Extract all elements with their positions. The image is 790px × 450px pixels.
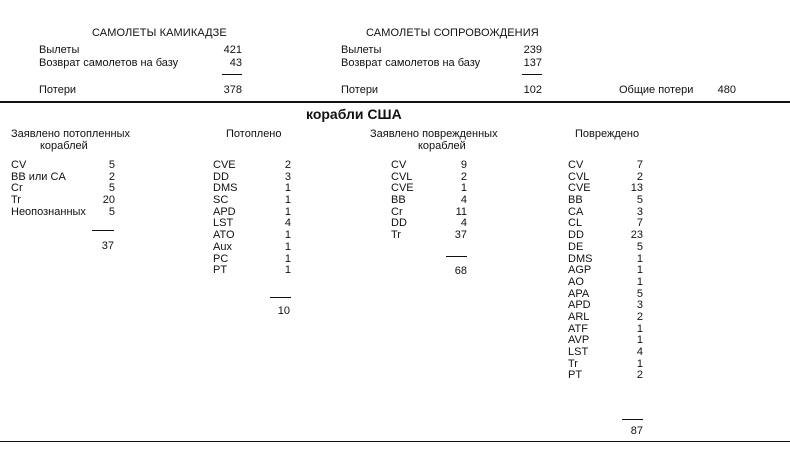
row-value: 2 <box>460 170 467 183</box>
claimed-damaged-sum-rule <box>446 256 467 257</box>
row-value: 5 <box>108 159 115 171</box>
row-value: 1 <box>636 252 643 265</box>
row-value: 23 <box>630 229 643 242</box>
row-label: DE <box>568 240 584 253</box>
row-label: CV <box>11 159 27 171</box>
row-label: PT <box>213 264 228 277</box>
row-value: 1 <box>460 182 467 195</box>
table-row <box>568 347 643 359</box>
escort-sum-rule <box>522 74 542 75</box>
row-label: AVP <box>568 334 590 347</box>
kamikaze-title: САМОЛЕТЫ КАМИКАДЗЕ <box>92 27 227 39</box>
row-value: 7 <box>636 159 643 171</box>
kamikaze-returned-label: Возврат самолетов на базу <box>39 57 179 69</box>
table-row <box>11 195 115 207</box>
row-label: ATF <box>568 322 588 335</box>
row-value: 20 <box>102 194 115 207</box>
kamikaze-returned-value: 43 <box>229 57 242 69</box>
row-label: DD <box>391 217 407 230</box>
claimed-damaged-header-2: кораблей <box>418 140 466 152</box>
row-value: 5 <box>636 194 643 207</box>
row-label: CV <box>391 159 407 171</box>
row-label: SC <box>213 194 229 207</box>
row-value: 1 <box>284 205 291 218</box>
escort-returned-value: 137 <box>523 57 542 69</box>
table-row <box>568 160 643 172</box>
kamikaze-sorties-value: 421 <box>223 44 242 56</box>
kamikaze-losses-label: Потери <box>39 84 77 96</box>
row-value: 13 <box>630 182 643 195</box>
row-value: 1 <box>636 275 643 288</box>
row-value: 1 <box>636 264 643 277</box>
row-value: 1 <box>636 334 643 347</box>
escort-returned-label: Возврат самолетов на базу <box>341 57 481 69</box>
table-row <box>391 195 467 207</box>
escort-title: САМОЛЕТЫ СОПРОВОЖДЕНИЯ <box>366 27 539 39</box>
row-label: CVE <box>213 159 236 171</box>
row-label: ATO <box>213 229 235 242</box>
sunk-sum-rule <box>270 297 291 298</box>
total-losses-value: 480 <box>717 84 736 96</box>
table-row <box>568 277 643 289</box>
row-label: CV <box>568 159 584 171</box>
row-label: DD <box>213 170 229 183</box>
table-row <box>213 160 291 172</box>
section-divider <box>0 101 790 103</box>
row-value: 2 <box>636 369 643 382</box>
row-label: Aux <box>213 240 232 253</box>
kamikaze-sum-rule <box>222 74 242 75</box>
escort-losses-value: 102 <box>523 84 542 96</box>
row-value: 1 <box>284 264 291 277</box>
bottom-divider <box>0 441 790 442</box>
claimed-sunk-total: 37 <box>101 240 114 252</box>
row-label: PC <box>213 252 229 265</box>
row-value: 5 <box>108 182 115 195</box>
table-row <box>11 207 115 219</box>
row-label: BB или CA <box>11 170 66 183</box>
row-label: DD <box>568 229 584 242</box>
row-label: LST <box>213 217 234 230</box>
row-label: CVL <box>568 170 590 183</box>
damaged-header: Повреждено <box>575 128 640 140</box>
row-value: 4 <box>636 346 643 358</box>
kamikaze-losses-value: 378 <box>223 84 242 96</box>
row-value: 4 <box>284 217 291 230</box>
row-label: DMS <box>213 182 238 195</box>
ships-title: корабли США <box>306 106 402 122</box>
row-value: 2 <box>108 170 115 183</box>
sunk-table <box>213 160 291 277</box>
row-label: DMS <box>568 252 593 265</box>
row-value: 37 <box>454 229 467 242</box>
row-label: AO <box>568 275 584 288</box>
claimed-sunk-header-2: кораблей <box>40 140 88 152</box>
row-value: 3 <box>636 205 643 218</box>
claimed-damaged-total: 68 <box>454 265 467 277</box>
table-row <box>568 195 643 207</box>
row-label: PT <box>568 369 583 382</box>
table-row <box>11 172 115 184</box>
row-value: 2 <box>636 310 643 323</box>
row-label: APA <box>568 287 590 300</box>
row-label: CVL <box>391 170 413 183</box>
row-value: 4 <box>460 194 467 207</box>
row-label: APD <box>568 299 591 312</box>
escort-sorties-value: 239 <box>523 44 542 56</box>
sunk-header: Потоплено <box>226 128 282 140</box>
damaged-table <box>568 160 643 382</box>
table-row <box>391 160 467 172</box>
row-value: 4 <box>460 217 467 230</box>
table-row <box>213 242 291 254</box>
table-row <box>568 312 643 324</box>
claimed-sunk-header-1: Заявлено потопленных <box>11 128 131 140</box>
row-label: ARL <box>568 310 590 323</box>
row-value: 2 <box>284 159 291 171</box>
table-row <box>568 370 643 382</box>
escort-losses-label: Потери <box>341 84 379 96</box>
claimed-damaged-header-1: Заявлено поврежденных <box>370 128 498 140</box>
row-value: 11 <box>455 205 467 218</box>
row-value: 1 <box>284 252 291 265</box>
total-losses-label: Общие потери <box>619 84 694 96</box>
row-label: Cr <box>11 182 23 195</box>
row-value: 1 <box>636 357 643 370</box>
row-label: Tr <box>568 357 578 370</box>
row-label: Неопознанных <box>11 205 86 218</box>
row-label: CVE <box>568 182 591 195</box>
table-row <box>391 230 467 242</box>
row-value: 7 <box>636 217 643 230</box>
row-label: Tr <box>11 194 21 207</box>
row-label: CL <box>568 217 583 230</box>
sunk-total: 10 <box>277 305 290 317</box>
row-value: 3 <box>284 170 291 183</box>
table-row <box>11 183 115 195</box>
kamikaze-sorties-label: Вылеты <box>39 44 80 56</box>
row-label: CVE <box>391 182 414 195</box>
row-label: BB <box>391 194 406 207</box>
row-label: BB <box>568 194 583 207</box>
table-row <box>213 195 291 207</box>
damaged-sum-rule <box>622 419 643 420</box>
row-value: 5 <box>108 205 115 218</box>
damaged-total: 87 <box>630 425 643 437</box>
row-value: 1 <box>284 182 291 195</box>
row-label: Cr <box>391 205 403 218</box>
row-value: 5 <box>636 287 643 300</box>
row-label: LST <box>568 346 589 358</box>
claimed-damaged-table <box>391 160 467 242</box>
table-row <box>213 265 291 277</box>
table-row <box>11 160 115 172</box>
row-value: 2 <box>636 170 643 183</box>
row-value: 9 <box>460 159 467 171</box>
row-label: CA <box>568 205 584 218</box>
row-value: 5 <box>636 240 643 253</box>
row-label: Tr <box>391 229 401 242</box>
row-label: APD <box>213 205 236 218</box>
row-value: 3 <box>636 299 643 312</box>
row-value: 1 <box>284 194 291 207</box>
row-label: AGP <box>568 264 592 277</box>
claimed-sunk-table <box>11 160 115 218</box>
table-row <box>568 242 643 254</box>
claimed-sunk-sum-rule <box>92 230 114 231</box>
row-value: 1 <box>284 240 291 253</box>
row-value: 1 <box>636 322 643 335</box>
escort-sorties-label: Вылеты <box>341 44 382 56</box>
row-value: 1 <box>284 229 291 242</box>
